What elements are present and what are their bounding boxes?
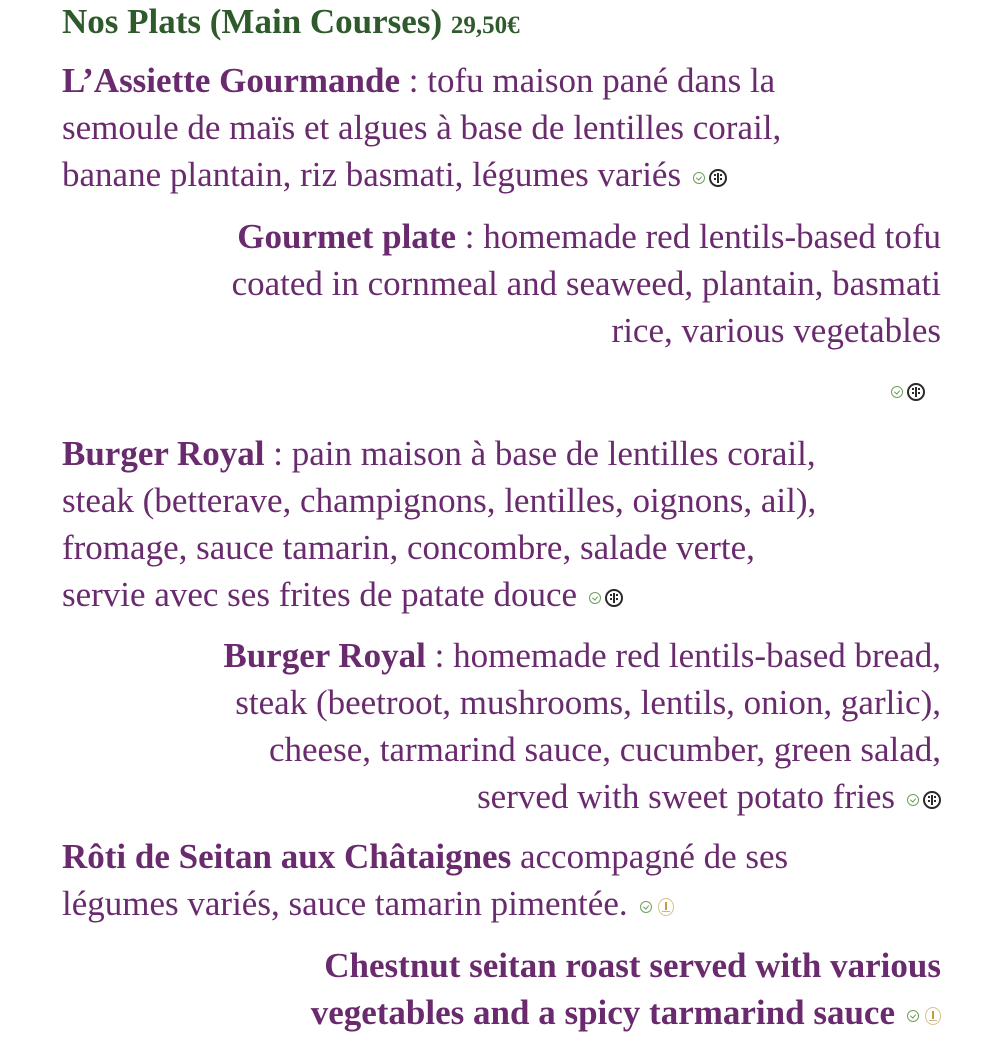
dish-2-en-line: : homemade red lentils-based bread, (425, 636, 941, 675)
dish-3-french (62, 833, 788, 930)
section-price: 29,50€ (450, 12, 520, 39)
dish-2-french (62, 430, 816, 621)
dish-2-en-line: served with sweet potato fries (477, 777, 895, 816)
gluten-free-icon (709, 169, 727, 187)
dish-2-fr-diet-icons (589, 571, 623, 618)
gluten-icon (658, 898, 674, 916)
section-title: Nos Plats (Main Courses) (62, 2, 443, 41)
dish-3-fr-name: Rôti de Seitan aux Châtaignes (62, 837, 512, 876)
vegan-icon (907, 1010, 919, 1022)
gluten-icon (925, 1007, 941, 1025)
dish-2-fr-line: steak (betterave, champignons, lentilles, oignons, ail), (62, 481, 817, 520)
section-heading (62, 2, 520, 46)
dish-3-fr-line: accompagné de ses (511, 837, 789, 876)
dish-1-fr-line: : tofu maison pané dans la (400, 61, 776, 100)
dish-1-french (62, 57, 781, 201)
dish-1-fr-line: semoule de maïs et algues à base de lentilles corail, (62, 108, 782, 147)
dish-1-en-line: : homemade red lentils-based tofu (456, 217, 941, 256)
dish-2-en-diet-icons (907, 773, 941, 820)
dish-3-en-diet-icons (907, 989, 941, 1036)
dish-1-fr-diet-icons (693, 151, 727, 198)
dish-1-en-name: Gourmet plate (237, 217, 456, 256)
vegan-icon (693, 172, 705, 184)
gluten-free-icon (923, 791, 941, 809)
dish-2-en-line: cheese, tarmarind sauce, cucumber, green salad, (268, 730, 941, 769)
dish-3-en-line: Chestnut seitan roast served with various (324, 946, 941, 985)
dish-3-fr-line: légumes variés, sauce tamarin pimentée. (62, 884, 628, 923)
vegan-icon (891, 386, 903, 398)
dish-1-en-line: coated in cornmeal and seaweed, plantain, basmati (231, 264, 941, 303)
vegan-icon (589, 592, 601, 604)
dish-1-fr-name: L’Assiette Gourmande (62, 61, 401, 100)
dish-2-en-line: steak (beetroot, mushrooms, lentils, onion, garlic), (235, 683, 941, 722)
dish-3-fr-diet-icons (640, 880, 674, 927)
dish-2-fr-line: servie avec ses frites de patate douce (62, 575, 578, 614)
dish-2-english (223, 632, 941, 823)
dish-1-en-diet-icons (891, 383, 925, 401)
vegan-icon (640, 901, 652, 913)
dish-3-en-line: vegetables and a spicy tarmarind sauce (310, 993, 895, 1032)
dish-2-fr-line: : pain maison à base de lentilles corail, (264, 434, 816, 473)
dish-1-fr-line: banane plantain, riz basmati, légumes variés (62, 155, 682, 194)
dish-2-en-name: Burger Royal (223, 636, 426, 675)
vegan-icon (907, 794, 919, 806)
gluten-free-icon (605, 589, 623, 607)
dish-2-fr-name: Burger Royal (62, 434, 265, 473)
dish-2-fr-line: fromage, sauce tamarin, concombre, salade verte, (62, 528, 755, 567)
gluten-free-icon (907, 383, 925, 401)
dish-3-english (311, 942, 941, 1039)
dish-1-english (232, 213, 941, 354)
dish-1-en-line: rice, various vegetables (611, 311, 941, 350)
